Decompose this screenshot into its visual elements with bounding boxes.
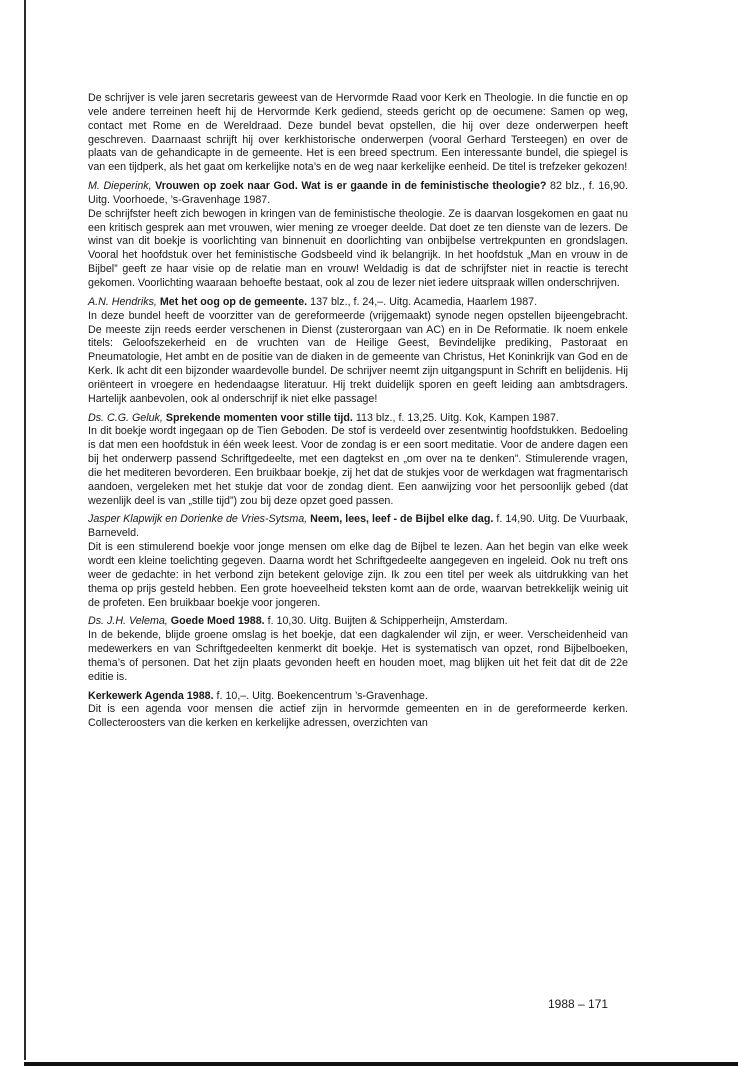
- book-review: [88, 296, 628, 407]
- review-text: In dit boekje wordt ingegaan op de Tien Geboden. De stof is verdeeld over zesentwintig hoofdstukken. Bedoeling is dat men een hoofdstuk in één week leest. Voor de zondag is er een soort meditatie. Voor de andere dagen een bij het onderwerp passend Schriftgedeelte, met een dagtekst en „om over na te denken”. Stimulerende vragen, die het mediteren bevorderen. Een bruikbaar boekje, zij het dat de stukjes voor de werkdagen wat fragmentarisch aandoen, vergeleken met het stukje dat voor de zondag dient. Een aanwijzing voor het persoonlijk gebed (dat wezenlijk deel is van „stille tijd”) zou bij deze opzet goed passen.: [88, 425, 628, 507]
- book-review: [88, 180, 628, 291]
- review-meta: f. 10,30. Uitg. Buijten & Schipperheijn, Amsterdam.: [267, 615, 508, 628]
- review-author: M. Dieperink,: [88, 180, 152, 193]
- book-review: [88, 412, 628, 509]
- review-title: Sprekende momenten voor stille tijd.: [165, 411, 353, 424]
- review-title: Goede Moed 1988.: [170, 615, 265, 628]
- review-text: In de bekende, blijde groene omslag is het boekje, dat een dagkalender wil zijn, er weer. Verscheidenheid van medewerkers en van Schriftgedeelten kenmerkt dit boekje. Het is systematisch van opzet, rond Bijbelboeken, thema’s of personen. Dat het zijn plaats gevonden heeft en houden moet, mag blijken uit het feit dat dit de 22e editie is.: [88, 629, 628, 683]
- review-title: Neem, lees, leef - de Bijbel elke dag.: [310, 513, 494, 526]
- review-author: A.N. Hendriks,: [88, 295, 157, 308]
- review-text: Dit is een stimulerend boekje voor jonge mensen om elke dag de Bijbel te lezen. Aan het begin van elke week wordt een kleine toelichting gegeven. Daarna wordt het Schriftgedeelte aangegeven en ingeleid. Ook nu treft ons weer de gedachte: in het verbond zijn betekent gelovige zijn. Ik zou een titel per week als uitdrukking van het thema op prijs gesteld hebben. Een grote hoeveelheid teksten komt aan de orde, waarvan betrekkelijk weinig uit de profeten. Een bruikbaar boekje voor jongeren.: [88, 541, 628, 609]
- review-meta: 82 blz., f. 16,90. Uitg. Voorhoede, ’s-Gravenhage 1987.: [88, 180, 628, 206]
- review-meta: 113 blz., f. 13,25. Uitg. Kok, Kampen 1987.: [355, 411, 559, 424]
- page-body: [88, 92, 628, 736]
- book-review: [88, 690, 628, 732]
- review-text: De schrijfster heeft zich bewogen in kringen van de feministische theologie. Ze is daarvan losgekomen en gaat nu een kritisch gesprek aan met vrouwen, wier mening ze vroeger deelde. Dat doet ze ten dienste van de lezers. De winst van dit boekje is voorlichting van binnenuit en doorlichting van onbijbelse vertrekpunten en grondslagen. Vooral het hoofdstuk over het feministische Godsbeeld vind ik belangrijk. In het hoofdstuk „Man en vrouw in de Bijbel” geeft ze haar visie op de relatie man en vrouw! Weldadig is dat de schrijfster niet in reactie is terecht gekomen. Voorlichting waaraan behoefte bestaat, ook al zou de lezer niet iedere uitspraak willen onderschrijven.: [88, 207, 628, 289]
- review-meta: f. 14,90. Uitg. De Vuurbaak, Barneveld.: [88, 513, 628, 540]
- review-meta: 137 blz., f. 24,–. Uitg. Acamedia, Haarlem 1987.: [310, 295, 538, 308]
- review-author: Ds. C.G. Geluk,: [88, 411, 163, 424]
- intro-paragraph: De schrijver is vele jaren secretaris geweest van de Hervormde Raad voor Kerk en Theologie. In die functie en op vele andere terreinen heeft hij de Hervormde Kerk gediend, steeds gericht op de oecumene: Samen op weg, contact met Rome en de Wereldraad. Deze bundel bevat opstellen, die hij over deze onderwerpen heeft geschreven. Daarnaast schrijft hij over kerkhistorische onderwerpen (vooral Gerhard Tersteegen) en over de plaats van de gehandicapte in de gemeente. Het is een breed spectrum. Een interessante bundel, die spiegel is van een tijdperk, als het gaat om kerkelijke nota’s en de weg naar kerkelijke eenheid. De titel is trefzeker gekozen!: [88, 92, 628, 174]
- review-title: Kerkewerk Agenda 1988.: [88, 689, 214, 702]
- review-title: Met het oog op de gemeente.: [159, 295, 308, 308]
- book-review: [88, 513, 628, 610]
- review-text: In deze bundel heeft de voorzitter van de gereformeerde (vrijgemaakt) synode negen opstellen bijeengebracht. De meeste zijn reeds eerder verschenen in Dienst (zusterorgaan van AC) en in De Reformatie. Ik noem enkele titels: Geloofszekerheid en de vruchten van de Heilige Geest, Bevindelijke prediking, Pastoraat en Pneumatologie, Het ambt en de positie van de diaken in de gemeente van Christus, Het Koninkrijk van God en de Kerk. Ik acht dit een bijzonder waardevolle bundel. De schrijver neemt zijn uitgangspunt in Schrift en belijdenis. Hij oriënteert in vroegere en hedendaagse literatuur. Hij trekt duidelijk sporen en geeft leiding aan ambtsdragers. Hartelijk aanbevolen, ook al onderschrijf ik niet elke passage!: [88, 309, 628, 405]
- page-bottom-edge: [24, 1062, 738, 1066]
- review-text: Dit is een agenda voor mensen die actief zijn in hervormde gemeenten en in de gereformeerde kerken. Collecteroosters van die kerken en kerkelijke adressen, overzichten van: [88, 703, 628, 730]
- review-meta: f. 10,–. Uitg. Boekencentrum ’s-Gravenhage.: [216, 689, 428, 702]
- book-review: [88, 615, 628, 684]
- page-number: 1988 – 171: [548, 997, 609, 1011]
- review-title: Vrouwen op zoek naar God. Wat is er gaande in de feministische theologie?: [155, 180, 547, 193]
- review-author: Ds. J.H. Velema,: [88, 615, 168, 628]
- review-author: Jasper Klapwijk en Dorienke de Vries-Sytsma,: [88, 513, 308, 526]
- page-left-edge: [24, 0, 26, 1060]
